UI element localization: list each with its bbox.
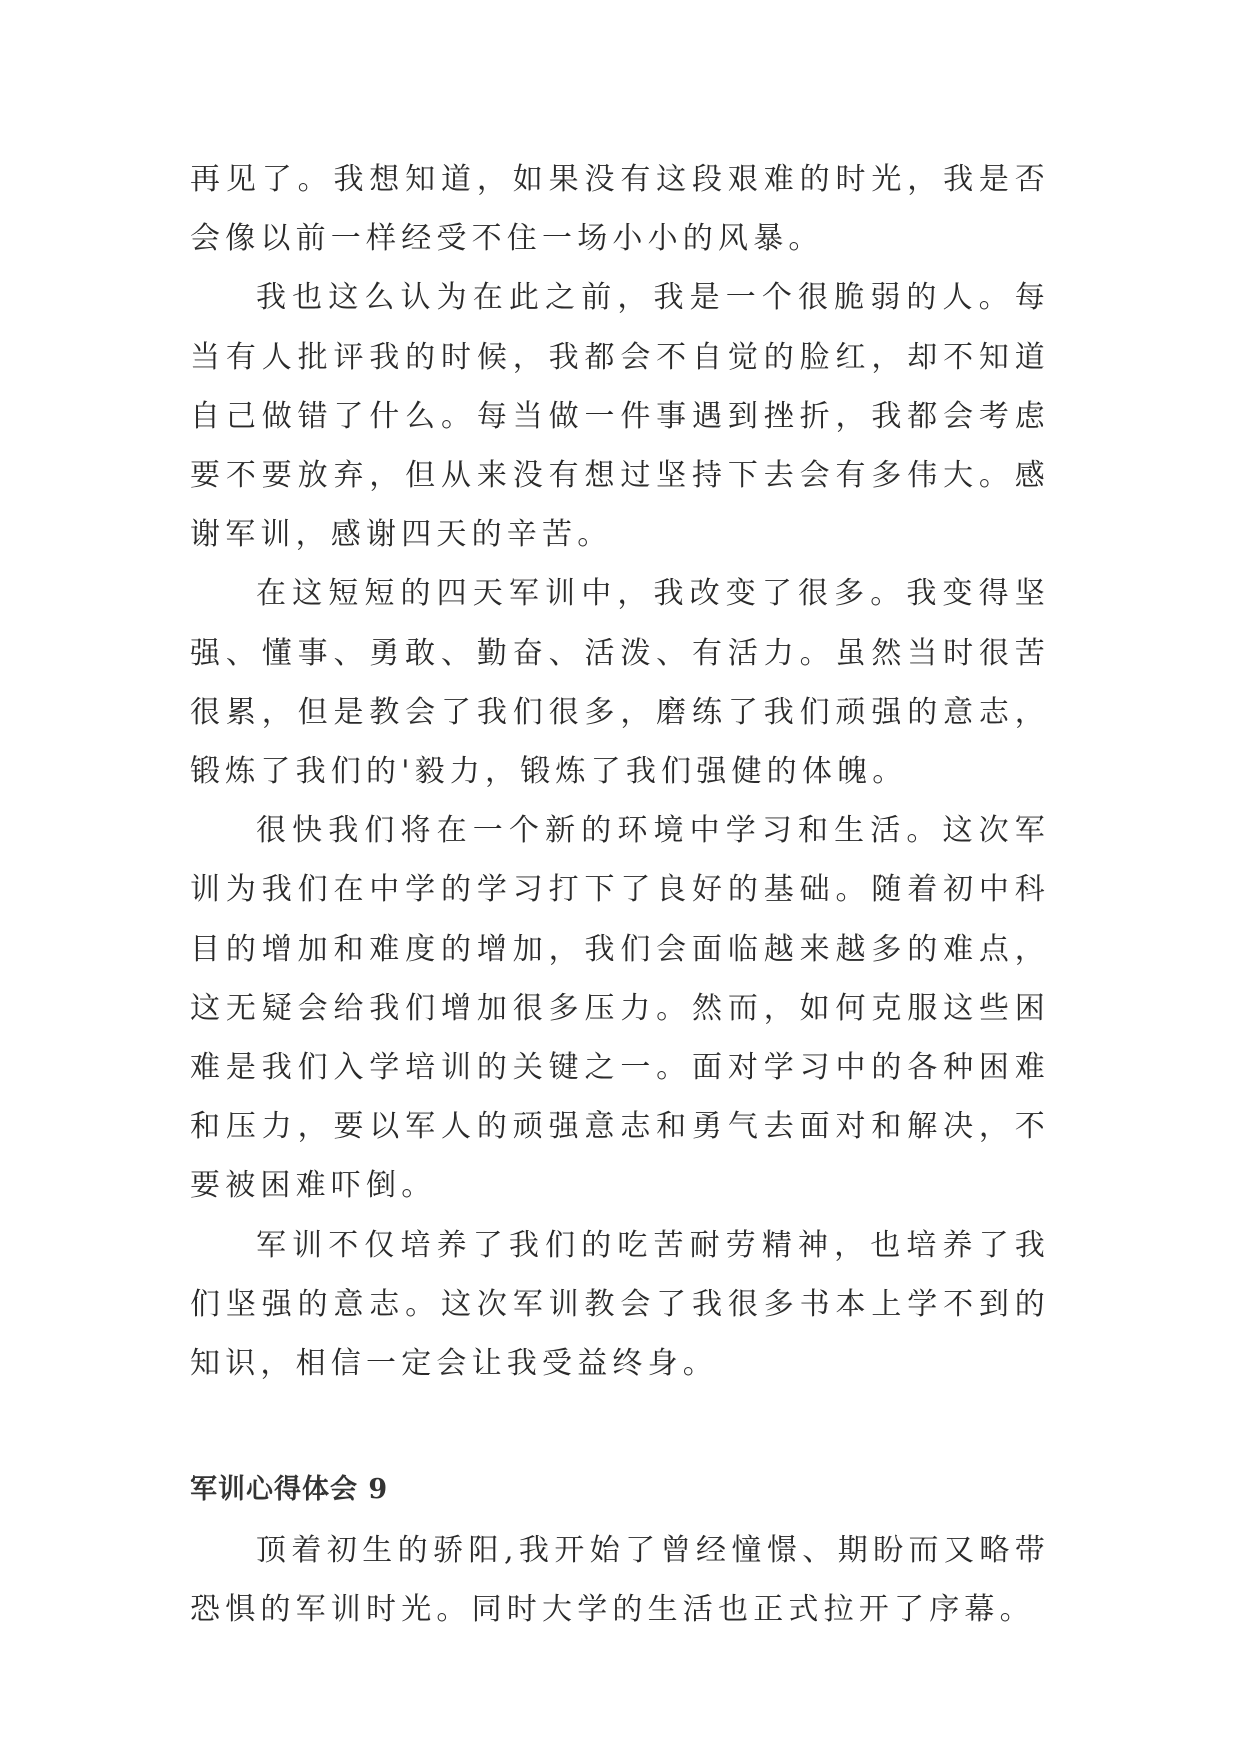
paragraph-6: 顶着初生的骄阳,我开始了曾经憧憬、期盼而又略带恐惧的军训时光。同时大学的生活也正式拉开了序幕。	[190, 1533, 1050, 1628]
paragraph-1: 再见了。我想知道，如果没有这段艰难的时光，我是否会像以前一样经受不住一场小小的风暴。	[190, 162, 1050, 257]
document-page	[190, 150, 1050, 1640]
paragraph-3: 在这短短的四天军训中，我改变了很多。我变得坚强、懂事、勇敢、勤奋、活泼、有活力。虽然当时很苦很累，但是教会了我们很多，磨练了我们顽强的意志，锻炼了我们的'毅力，锻炼了我们强健的体魄。	[190, 576, 1050, 790]
paragraph-4: 很快我们将在一个新的环境中学习和生活。这次军训为我们在中学的学习打下了良好的基础。随着初中科目的增加和难度的增加，我们会面临越来越多的难点，这无疑会给我们增加很多压力。然而，如何克服这些困难是我们入学培训的关键之一。面对学习中的各种困难和压力，要以军人的顽强意志和勇气去面对和解决，不要被困难吓倒。	[190, 813, 1050, 1204]
paragraph-5: 军训不仅培养了我们的吃苦耐劳精神，也培养了我们坚强的意志。这次军训教会了我很多书本上学不到的知识，相信一定会让我受益终身。	[190, 1227, 1050, 1382]
paragraph-2: 我也这么认为在此之前，我是一个很脆弱的人。每当有人批评我的时候，我都会不自觉的脸红，却不知道自己做错了什么。每当做一件事遇到挫折，我都会考虑要不要放弃，但从来没有想过坚持下去会有多伟大。感谢军训，感谢四天的辛苦。	[190, 280, 1050, 553]
section-title: 军训心得体会 9	[190, 1474, 389, 1506]
